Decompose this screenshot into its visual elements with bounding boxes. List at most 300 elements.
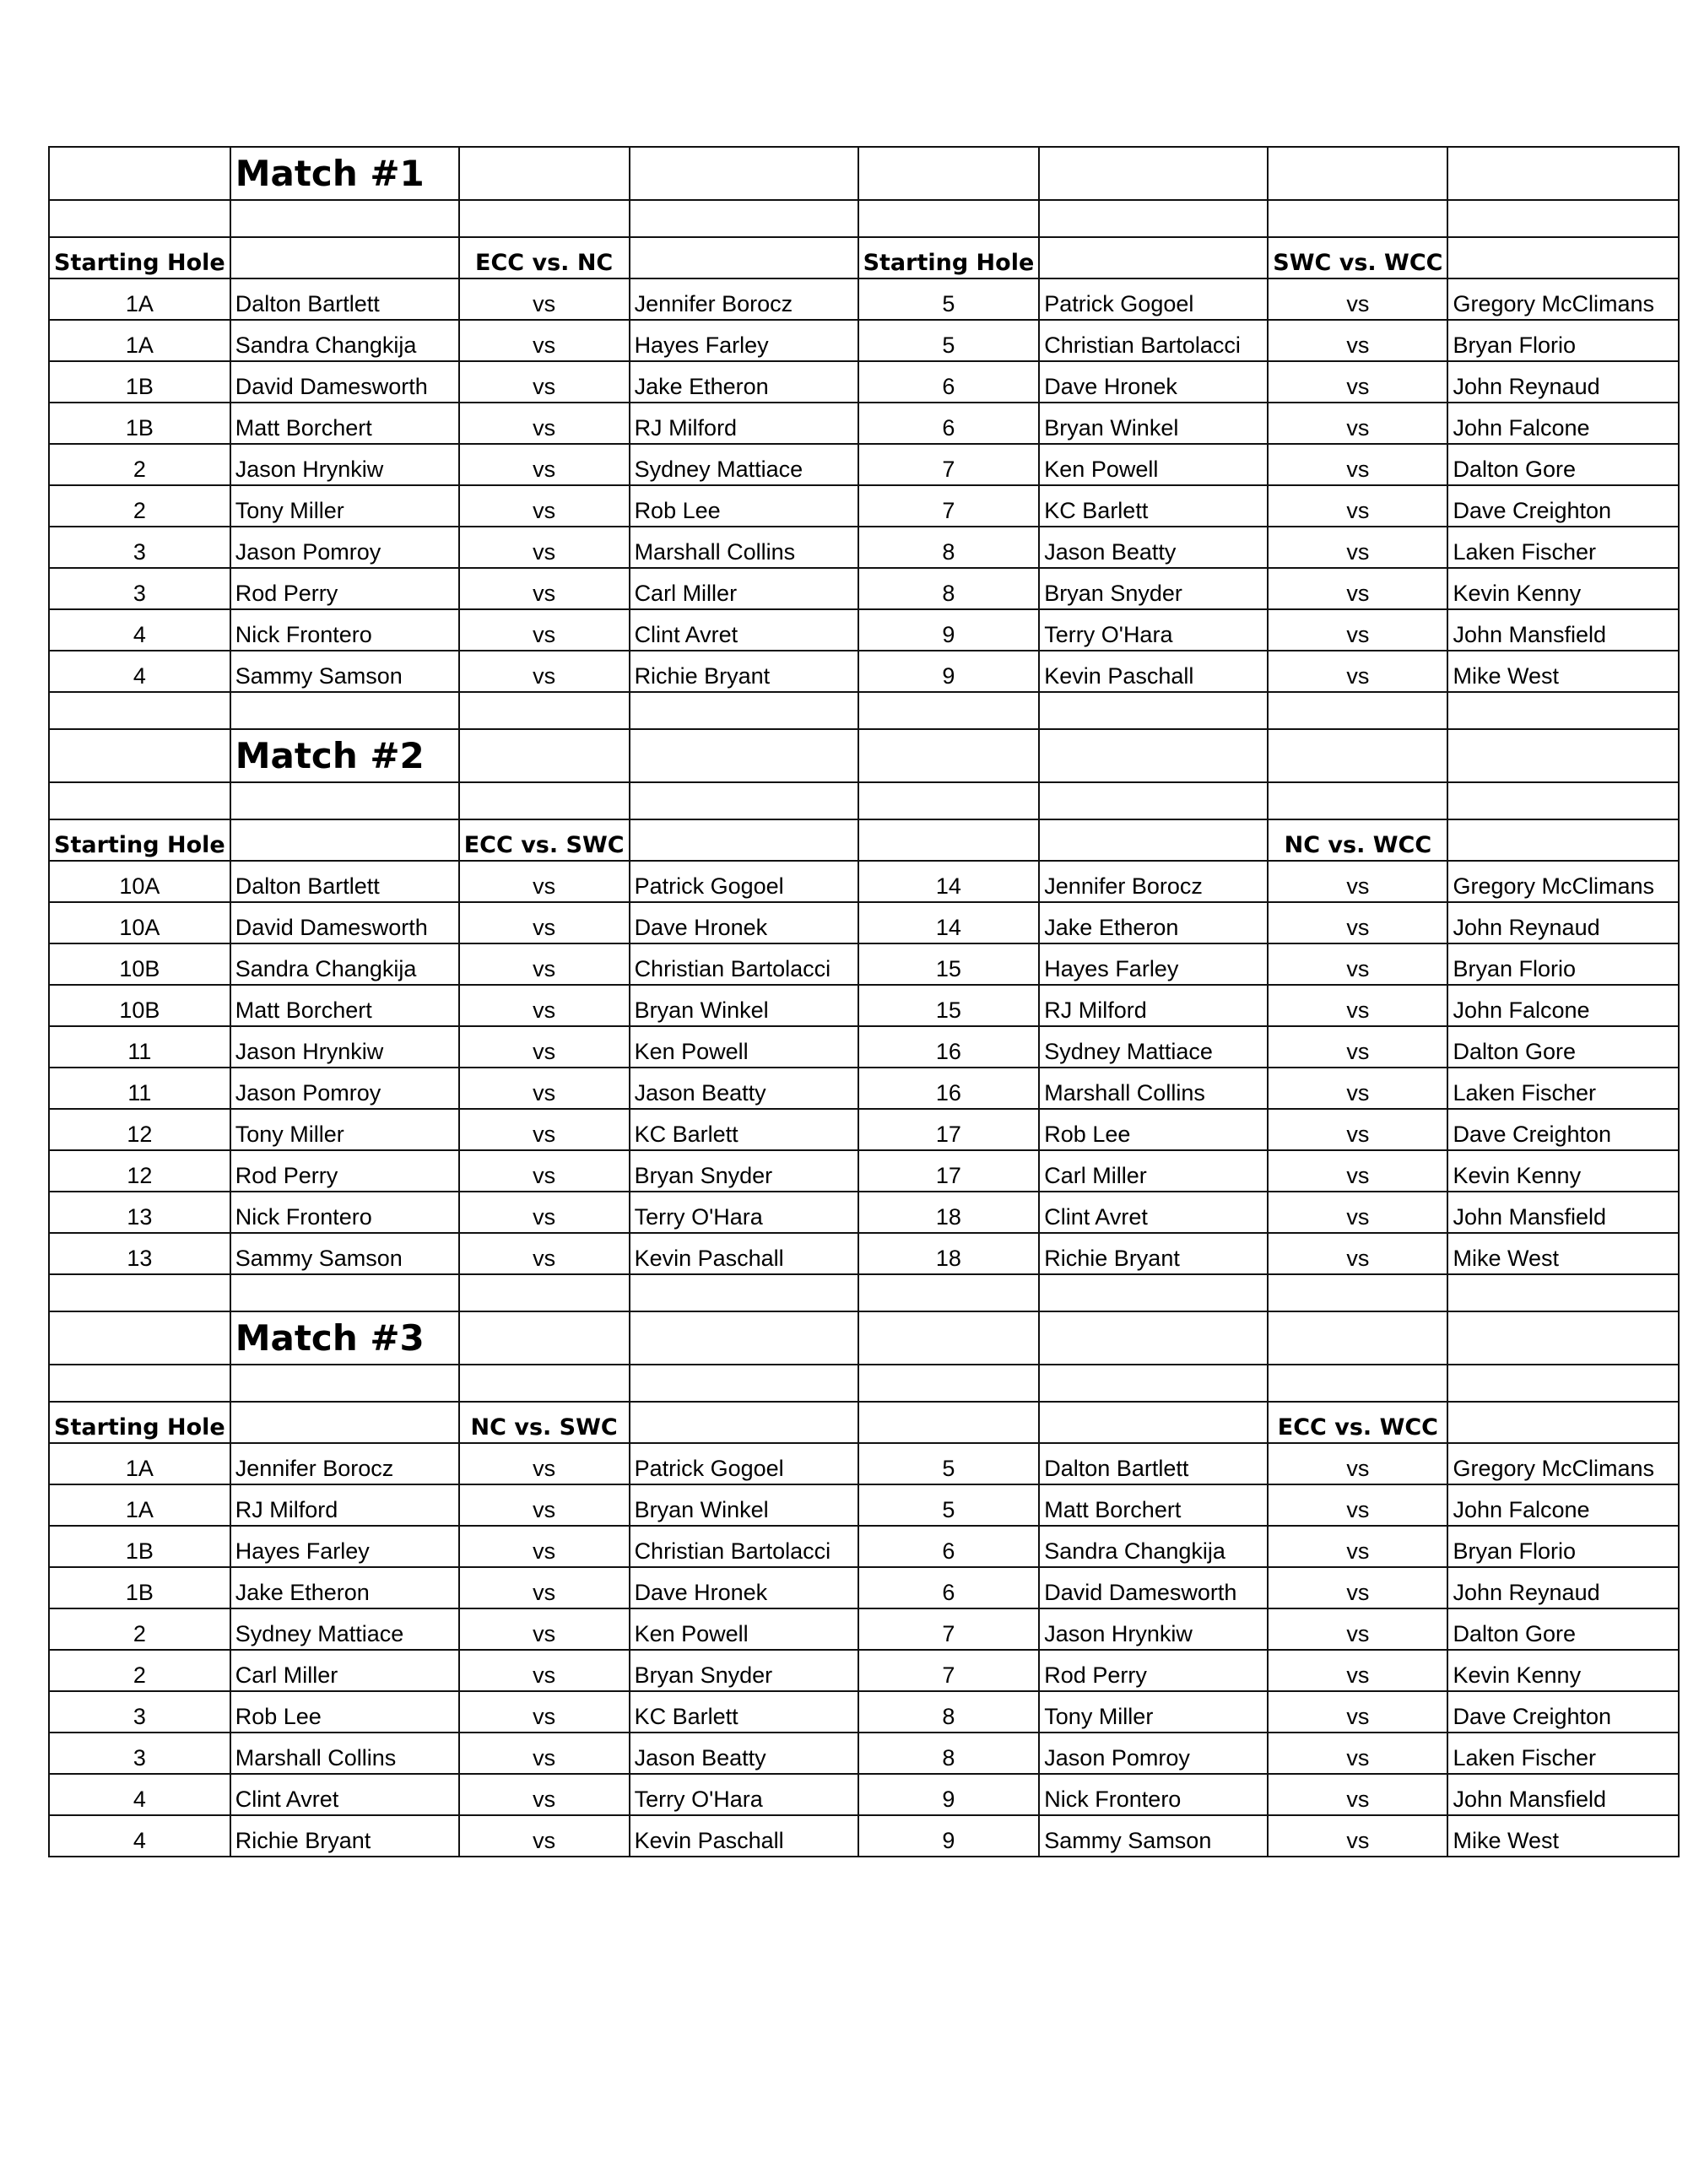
vs-label: vs: [1268, 902, 1447, 943]
player-name: Christian Bartolacci: [630, 1526, 858, 1567]
starting-hole: 10A: [49, 861, 230, 902]
right-matchup-header: ECC vs. WCC: [1268, 1402, 1447, 1443]
empty-cell: [1268, 1311, 1447, 1365]
player-name: Dave Hronek: [630, 902, 858, 943]
player-name: Jake Etheron: [230, 1567, 459, 1608]
pairing-row: [49, 568, 1679, 609]
vs-label: vs: [1268, 943, 1447, 985]
starting-hole: 3: [49, 1691, 230, 1733]
starting-hole: 18: [858, 1192, 1040, 1233]
empty-cell: [230, 200, 459, 237]
empty-cell: [858, 1365, 1040, 1402]
starting-hole: 4: [49, 1774, 230, 1815]
pairing-row: [49, 527, 1679, 568]
empty-cell: [1039, 729, 1268, 782]
player-name: Dalton Bartlett: [230, 278, 459, 320]
starting-hole: 7: [858, 1608, 1040, 1650]
starting-hole: 10A: [49, 902, 230, 943]
empty-cell: [858, 1274, 1040, 1311]
player-name: Nick Frontero: [230, 609, 459, 651]
pairing-row: [49, 320, 1679, 361]
vs-label: vs: [459, 278, 630, 320]
player-name: Tony Miller: [230, 1109, 459, 1150]
starting-hole: 9: [858, 609, 1040, 651]
vs-label: vs: [459, 1233, 630, 1274]
empty-cell: [49, 147, 230, 200]
vs-label: vs: [1268, 1733, 1447, 1774]
starting-hole: 8: [858, 568, 1040, 609]
player-name: Hayes Farley: [1039, 943, 1268, 985]
empty-cell: [230, 692, 459, 729]
starting-hole: 16: [858, 1026, 1040, 1068]
vs-label: vs: [1268, 1484, 1447, 1526]
player-name: Dave Hronek: [1039, 361, 1268, 403]
empty-cell: [1039, 1365, 1268, 1402]
vs-label: vs: [459, 1608, 630, 1650]
empty-cell: [858, 147, 1040, 200]
empty-cell: [230, 1402, 459, 1443]
right-matchup-header: NC vs. WCC: [1268, 819, 1447, 861]
starting-hole: 2: [49, 485, 230, 527]
vs-label: vs: [459, 485, 630, 527]
empty-cell: [1268, 147, 1447, 200]
player-name: Terry O'Hara: [1039, 609, 1268, 651]
player-name: Gregory McClimans: [1447, 1443, 1679, 1484]
vs-label: vs: [459, 861, 630, 902]
empty-cell: [1447, 782, 1679, 819]
player-name: Ken Powell: [630, 1608, 858, 1650]
pairing-row: [49, 1567, 1679, 1608]
player-name: Gregory McClimans: [1447, 278, 1679, 320]
empty-cell: [630, 729, 858, 782]
empty-cell: [459, 782, 630, 819]
player-name: Dave Hronek: [630, 1567, 858, 1608]
empty-cell: [1268, 1365, 1447, 1402]
player-name: Kevin Kenny: [1447, 1150, 1679, 1192]
pairing-row: [49, 1150, 1679, 1192]
player-name: RJ Milford: [630, 403, 858, 444]
vs-label: vs: [1268, 1815, 1447, 1857]
player-name: Dalton Gore: [1447, 1026, 1679, 1068]
player-name: Hayes Farley: [230, 1526, 459, 1567]
vs-label: vs: [1268, 1192, 1447, 1233]
player-name: Marshall Collins: [1039, 1068, 1268, 1109]
player-name: Jennifer Borocz: [630, 278, 858, 320]
starting-hole: 3: [49, 527, 230, 568]
starting-hole: 8: [858, 527, 1040, 568]
player-name: John Falcone: [1447, 985, 1679, 1026]
player-name: Sandra Changkija: [1039, 1526, 1268, 1567]
player-name: Christian Bartolacci: [630, 943, 858, 985]
starting-hole: 3: [49, 1733, 230, 1774]
player-name: Dalton Bartlett: [230, 861, 459, 902]
starting-hole: 14: [858, 861, 1040, 902]
player-name: Jason Hrynkiw: [230, 1026, 459, 1068]
vs-label: vs: [459, 1484, 630, 1526]
empty-cell: [1039, 147, 1268, 200]
player-name: Jason Beatty: [630, 1733, 858, 1774]
vs-label: vs: [459, 1733, 630, 1774]
vs-label: vs: [459, 1815, 630, 1857]
empty-cell: [459, 1274, 630, 1311]
player-name: Dalton Bartlett: [1039, 1443, 1268, 1484]
empty-cell: [1268, 692, 1447, 729]
vs-label: vs: [1268, 568, 1447, 609]
match-header-row: [49, 1402, 1679, 1443]
starting-hole: 17: [858, 1150, 1040, 1192]
right-starting-hole-header: Starting Hole: [858, 237, 1040, 278]
vs-label: vs: [459, 444, 630, 485]
spacer-row: [49, 692, 1679, 729]
player-name: Bryan Snyder: [630, 1150, 858, 1192]
empty-cell: [1039, 782, 1268, 819]
player-name: Terry O'Hara: [630, 1192, 858, 1233]
empty-cell: [1447, 237, 1679, 278]
player-name: Nick Frontero: [1039, 1774, 1268, 1815]
starting-hole: 2: [49, 1650, 230, 1691]
player-name: Nick Frontero: [230, 1192, 459, 1233]
empty-cell: [1039, 200, 1268, 237]
starting-hole: 6: [858, 403, 1040, 444]
player-name: Matt Borchert: [1039, 1484, 1268, 1526]
player-name: Dalton Gore: [1447, 1608, 1679, 1650]
player-name: Carl Miller: [230, 1650, 459, 1691]
player-name: David Damesworth: [230, 361, 459, 403]
empty-cell: [1447, 1274, 1679, 1311]
vs-label: vs: [1268, 1150, 1447, 1192]
match-schedule-table: [48, 146, 1680, 1857]
starting-hole: 5: [858, 320, 1040, 361]
player-name: RJ Milford: [230, 1484, 459, 1526]
player-name: Laken Fischer: [1447, 527, 1679, 568]
starting-hole: 15: [858, 943, 1040, 985]
starting-hole: 18: [858, 1233, 1040, 1274]
starting-hole: 17: [858, 1109, 1040, 1150]
starting-hole: 1B: [49, 403, 230, 444]
vs-label: vs: [1268, 444, 1447, 485]
empty-cell: [1039, 1311, 1268, 1365]
pairing-row: [49, 943, 1679, 985]
pairing-row: [49, 278, 1679, 320]
pairing-row: [49, 861, 1679, 902]
player-name: Dave Creighton: [1447, 1691, 1679, 1733]
starting-hole: 11: [49, 1026, 230, 1068]
vs-label: vs: [1268, 1567, 1447, 1608]
player-name: Sandra Changkija: [230, 943, 459, 985]
empty-cell: [1447, 1365, 1679, 1402]
empty-cell: [1039, 237, 1268, 278]
player-name: KC Barlett: [630, 1691, 858, 1733]
player-name: Marshall Collins: [630, 527, 858, 568]
player-name: Bryan Snyder: [630, 1650, 858, 1691]
player-name: Sydney Mattiace: [230, 1608, 459, 1650]
vs-label: vs: [1268, 1109, 1447, 1150]
vs-label: vs: [459, 1443, 630, 1484]
empty-cell: [630, 1311, 858, 1365]
match-header-row: [49, 819, 1679, 861]
player-name: Tony Miller: [230, 485, 459, 527]
player-name: Mike West: [1447, 1233, 1679, 1274]
player-name: Patrick Gogoel: [1039, 278, 1268, 320]
empty-cell: [230, 1365, 459, 1402]
player-name: John Mansfield: [1447, 1774, 1679, 1815]
pairing-row: [49, 1109, 1679, 1150]
empty-cell: [459, 200, 630, 237]
player-name: Bryan Winkel: [1039, 403, 1268, 444]
starting-hole: 1A: [49, 278, 230, 320]
vs-label: vs: [459, 985, 630, 1026]
player-name: Jason Hrynkiw: [1039, 1608, 1268, 1650]
player-name: John Reynaud: [1447, 1567, 1679, 1608]
player-name: Terry O'Hara: [630, 1774, 858, 1815]
player-name: Kevin Kenny: [1447, 568, 1679, 609]
player-name: Jennifer Borocz: [230, 1443, 459, 1484]
starting-hole-header: Starting Hole: [49, 1402, 230, 1443]
vs-label: vs: [1268, 1691, 1447, 1733]
player-name: Rod Perry: [1039, 1650, 1268, 1691]
player-name: Jake Etheron: [630, 361, 858, 403]
pairing-row: [49, 651, 1679, 692]
vs-label: vs: [459, 1526, 630, 1567]
empty-cell: [49, 1274, 230, 1311]
right-starting-hole-header: [858, 1402, 1040, 1443]
empty-cell: [1447, 200, 1679, 237]
pairing-row: [49, 1068, 1679, 1109]
empty-cell: [459, 692, 630, 729]
player-name: David Damesworth: [230, 902, 459, 943]
empty-cell: [630, 1274, 858, 1311]
player-name: Clint Avret: [230, 1774, 459, 1815]
vs-label: vs: [1268, 1068, 1447, 1109]
left-matchup-header: NC vs. SWC: [459, 1402, 630, 1443]
vs-label: vs: [459, 1774, 630, 1815]
vs-label: vs: [459, 1691, 630, 1733]
player-name: Kevin Paschall: [630, 1815, 858, 1857]
player-name: Clint Avret: [1039, 1192, 1268, 1233]
starting-hole: 6: [858, 361, 1040, 403]
empty-cell: [858, 782, 1040, 819]
starting-hole: 1B: [49, 1567, 230, 1608]
spacer-row: [49, 1274, 1679, 1311]
pairing-row: [49, 1691, 1679, 1733]
starting-hole: 9: [858, 651, 1040, 692]
starting-hole: 15: [858, 985, 1040, 1026]
vs-label: vs: [1268, 1233, 1447, 1274]
pairing-row: [49, 1026, 1679, 1068]
player-name: Ken Powell: [630, 1026, 858, 1068]
vs-label: vs: [459, 902, 630, 943]
player-name: Jason Hrynkiw: [230, 444, 459, 485]
player-name: Sydney Mattiace: [1039, 1026, 1268, 1068]
pairing-row: [49, 1526, 1679, 1567]
starting-hole: 5: [858, 278, 1040, 320]
pairing-row: [49, 1484, 1679, 1526]
pairing-row: [49, 1774, 1679, 1815]
vs-label: vs: [1268, 609, 1447, 651]
vs-label: vs: [459, 527, 630, 568]
empty-cell: [858, 1311, 1040, 1365]
vs-label: vs: [459, 403, 630, 444]
player-name: Jason Beatty: [1039, 527, 1268, 568]
empty-cell: [1447, 1402, 1679, 1443]
empty-cell: [1268, 729, 1447, 782]
pairing-row: [49, 1233, 1679, 1274]
match-title-row: [49, 147, 1679, 200]
player-name: Sydney Mattiace: [630, 444, 858, 485]
starting-hole: 1A: [49, 1484, 230, 1526]
player-name: Patrick Gogoel: [630, 1443, 858, 1484]
player-name: Jason Beatty: [630, 1068, 858, 1109]
player-name: Rob Lee: [630, 485, 858, 527]
player-name: Jason Pomroy: [1039, 1733, 1268, 1774]
left-matchup-header: ECC vs. SWC: [459, 819, 630, 861]
player-name: Bryan Winkel: [630, 985, 858, 1026]
player-name: Mike West: [1447, 1815, 1679, 1857]
starting-hole: 5: [858, 1443, 1040, 1484]
player-name: Jason Pomroy: [230, 527, 459, 568]
player-name: Bryan Florio: [1447, 1526, 1679, 1567]
starting-hole: 7: [858, 485, 1040, 527]
starting-hole: 9: [858, 1774, 1040, 1815]
starting-hole: 4: [49, 1815, 230, 1857]
spacer-row: [49, 1365, 1679, 1402]
pairing-row: [49, 1608, 1679, 1650]
player-name: Kevin Paschall: [630, 1233, 858, 1274]
empty-cell: [459, 1311, 630, 1365]
player-name: Matt Borchert: [230, 403, 459, 444]
match-title: Match #3: [230, 1311, 459, 1365]
pairing-row: [49, 444, 1679, 485]
starting-hole: 7: [858, 444, 1040, 485]
empty-cell: [1447, 692, 1679, 729]
match-title: Match #2: [230, 729, 459, 782]
empty-cell: [630, 147, 858, 200]
pairing-row: [49, 1815, 1679, 1857]
empty-cell: [1039, 692, 1268, 729]
starting-hole: 1A: [49, 320, 230, 361]
player-name: Hayes Farley: [630, 320, 858, 361]
player-name: RJ Milford: [1039, 985, 1268, 1026]
empty-cell: [459, 1365, 630, 1402]
pairing-row: [49, 902, 1679, 943]
player-name: Bryan Winkel: [630, 1484, 858, 1526]
player-name: Christian Bartolacci: [1039, 320, 1268, 361]
player-name: Kevin Kenny: [1447, 1650, 1679, 1691]
player-name: Mike West: [1447, 651, 1679, 692]
empty-cell: [459, 729, 630, 782]
vs-label: vs: [459, 1650, 630, 1691]
empty-cell: [1447, 819, 1679, 861]
empty-cell: [630, 782, 858, 819]
player-name: Rod Perry: [230, 568, 459, 609]
match-title-row: [49, 1311, 1679, 1365]
starting-hole: 1A: [49, 1443, 230, 1484]
vs-label: vs: [1268, 1650, 1447, 1691]
empty-cell: [49, 200, 230, 237]
starting-hole: 11: [49, 1068, 230, 1109]
vs-label: vs: [1268, 861, 1447, 902]
vs-label: vs: [459, 320, 630, 361]
empty-cell: [1039, 819, 1268, 861]
spacer-row: [49, 200, 1679, 237]
player-name: John Mansfield: [1447, 1192, 1679, 1233]
vs-label: vs: [459, 1068, 630, 1109]
player-name: Patrick Gogoel: [630, 861, 858, 902]
empty-cell: [1447, 147, 1679, 200]
player-name: Dalton Gore: [1447, 444, 1679, 485]
left-matchup-header: ECC vs. NC: [459, 237, 630, 278]
empty-cell: [230, 237, 459, 278]
player-name: John Reynaud: [1447, 361, 1679, 403]
player-name: John Mansfield: [1447, 609, 1679, 651]
player-name: Laken Fischer: [1447, 1068, 1679, 1109]
player-name: Jason Pomroy: [230, 1068, 459, 1109]
player-name: Laken Fischer: [1447, 1733, 1679, 1774]
pairing-row: [49, 1733, 1679, 1774]
empty-cell: [1447, 1311, 1679, 1365]
vs-label: vs: [1268, 278, 1447, 320]
starting-hole: 1B: [49, 1526, 230, 1567]
starting-hole: 6: [858, 1567, 1040, 1608]
starting-hole: 4: [49, 651, 230, 692]
vs-label: vs: [459, 568, 630, 609]
vs-label: vs: [1268, 361, 1447, 403]
vs-label: vs: [459, 651, 630, 692]
starting-hole: 13: [49, 1233, 230, 1274]
empty-cell: [1268, 200, 1447, 237]
right-starting-hole-header: [858, 819, 1040, 861]
empty-cell: [49, 729, 230, 782]
player-name: Clint Avret: [630, 609, 858, 651]
vs-label: vs: [1268, 651, 1447, 692]
player-name: Tony Miller: [1039, 1691, 1268, 1733]
vs-label: vs: [1268, 985, 1447, 1026]
starting-hole: 12: [49, 1150, 230, 1192]
player-name: Richie Bryant: [1039, 1233, 1268, 1274]
pairing-row: [49, 1650, 1679, 1691]
empty-cell: [630, 200, 858, 237]
vs-label: vs: [459, 1567, 630, 1608]
starting-hole: 3: [49, 568, 230, 609]
empty-cell: [230, 782, 459, 819]
starting-hole: 13: [49, 1192, 230, 1233]
starting-hole: 5: [858, 1484, 1040, 1526]
player-name: Sammy Samson: [230, 1233, 459, 1274]
empty-cell: [1039, 1402, 1268, 1443]
match-title-row: [49, 729, 1679, 782]
player-name: Jake Etheron: [1039, 902, 1268, 943]
player-name: Dave Creighton: [1447, 1109, 1679, 1150]
empty-cell: [1268, 1274, 1447, 1311]
player-name: KC Barlett: [630, 1109, 858, 1150]
empty-cell: [230, 819, 459, 861]
starting-hole: 10B: [49, 985, 230, 1026]
player-name: Ken Powell: [1039, 444, 1268, 485]
player-name: Richie Bryant: [630, 651, 858, 692]
starting-hole: 2: [49, 1608, 230, 1650]
empty-cell: [630, 819, 858, 861]
pairing-row: [49, 985, 1679, 1026]
empty-cell: [858, 729, 1040, 782]
empty-cell: [630, 1402, 858, 1443]
player-name: Marshall Collins: [230, 1733, 459, 1774]
starting-hole: 16: [858, 1068, 1040, 1109]
player-name: Matt Borchert: [230, 985, 459, 1026]
empty-cell: [49, 1365, 230, 1402]
starting-hole: 10B: [49, 943, 230, 985]
starting-hole: 14: [858, 902, 1040, 943]
empty-cell: [459, 147, 630, 200]
